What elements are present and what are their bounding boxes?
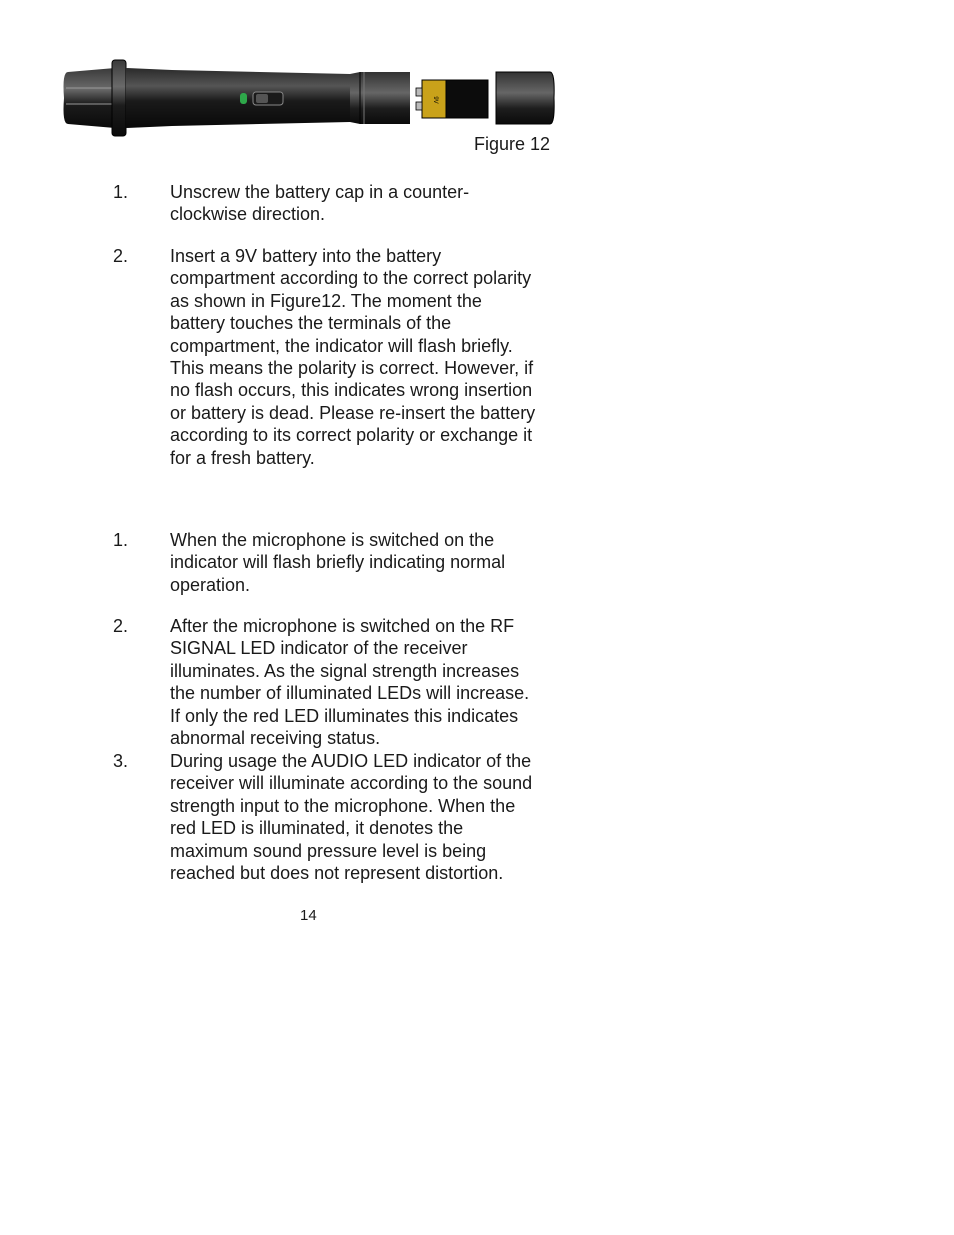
mic-ring — [112, 60, 126, 136]
step-text: Unscrew the battery cap in a counter- clockwise direction. — [170, 182, 470, 225]
step-number: 1. — [113, 182, 129, 202]
microphone-illustration — [60, 58, 560, 140]
figure-caption: Figure 12 — [474, 134, 551, 154]
step-text: During usage the AUDIO LED indicator of the receiver will illuminate according to the sound strength input to the microphone. When the red LED is illuminated, it denotes the maximum sound pressure level is being reached but does not represent distortion. — [170, 751, 533, 884]
step-number: 3. — [113, 751, 129, 771]
step-number: 2. — [113, 246, 129, 266]
microphone-battery-figure — [60, 58, 560, 140]
battery-9v — [416, 80, 488, 118]
battery-cap — [496, 72, 554, 124]
step-text: When the microphone is switched on the indicator will flash briefly indicating normal operation. — [170, 530, 506, 595]
mic-collar — [350, 72, 410, 124]
mic-head — [64, 68, 116, 128]
step-text: After the microphone is switched on the RF SIGNAL LED indicator of the receiver illuminates. As the signal strength increases the number of illuminated LEDs will increase. If only the red LED illuminates this indicates abnormal receiving status. — [170, 616, 530, 749]
step-number: 1. — [113, 530, 129, 550]
indicator-led — [240, 93, 247, 104]
battery-label: 9V — [432, 96, 438, 104]
mic-body — [126, 68, 350, 128]
step-number: 2. — [113, 616, 129, 636]
page-number: 14 — [300, 907, 317, 924]
step-text: Insert a 9V battery into the battery compartment according to the correct polarity as shown in Figure12. The moment the battery touches the terminals of the compartment, the indicator will flash briefly. This means the polarity is correct. However, if no flash occurs, this indicates wrong insertion or battery is dead. Please re-insert the battery according to its correct polarity or exchange it for a fresh battery. — [170, 246, 536, 468]
